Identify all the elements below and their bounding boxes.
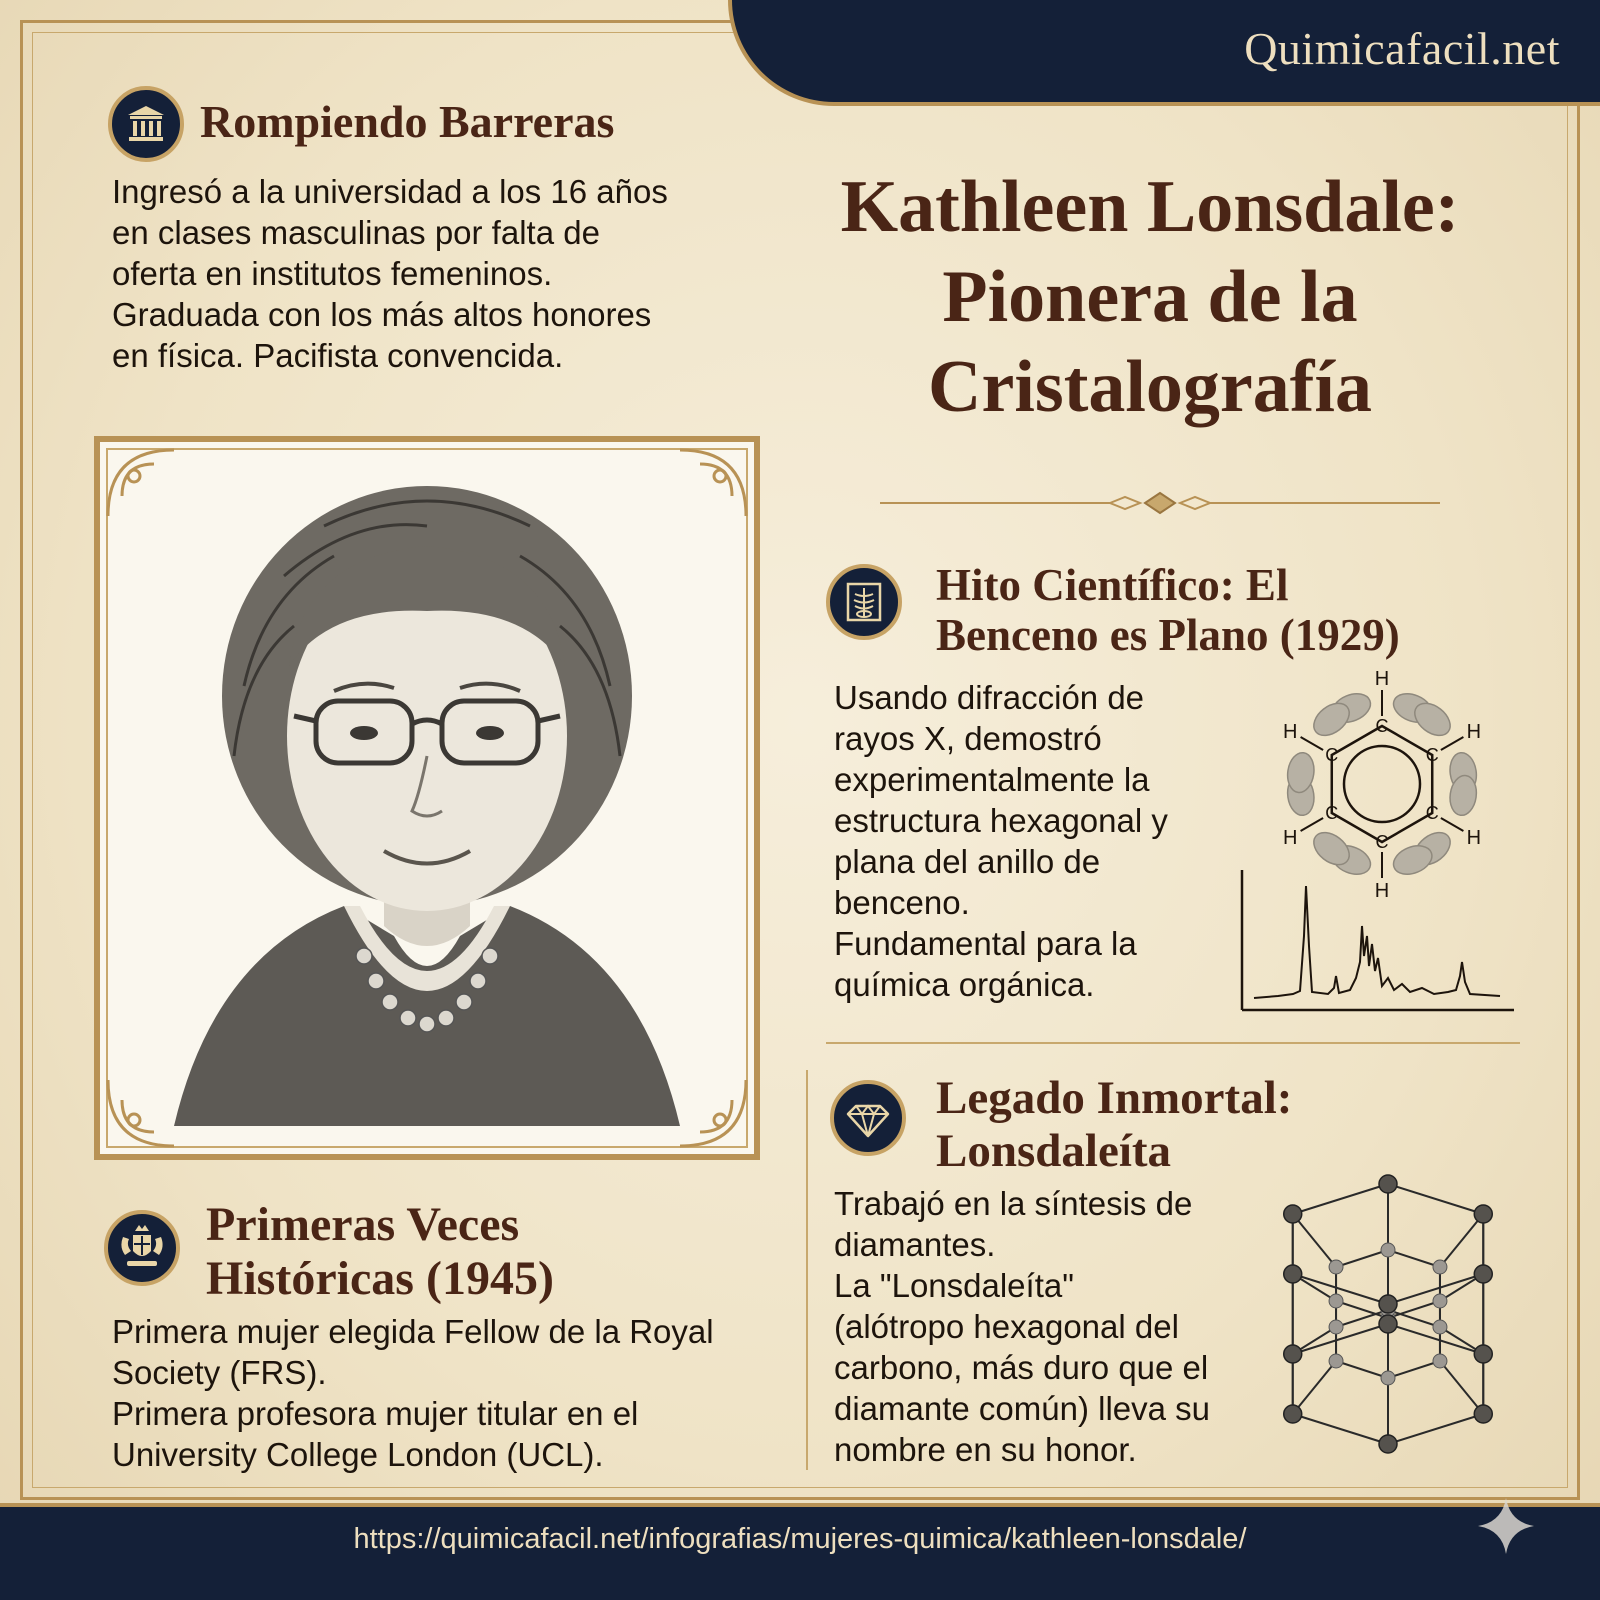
title-line-2: Pionera de la: [942, 256, 1358, 338]
milestone-line: Fundamental para la: [834, 925, 1137, 962]
barriers-line: Ingresó a la universidad a los 16 años: [112, 173, 668, 210]
title-line-3: Cristalografía: [928, 346, 1372, 428]
lattice-atom: [1474, 1205, 1492, 1223]
lattice-atom: [1379, 1175, 1397, 1193]
lattice-atom-inner: [1381, 1243, 1395, 1257]
institution-icon: [108, 86, 184, 162]
title-line-1: Kathleen Lonsdale:: [840, 166, 1460, 248]
aromatic-circle: [1344, 746, 1420, 822]
lattice-atom-inner: [1381, 1371, 1395, 1385]
firsts-line: Primera profesora mujer titular en el: [112, 1395, 639, 1432]
carbon-atom-label: C: [1425, 803, 1439, 823]
milestone-heading: [936, 560, 1400, 661]
lattice-bond: [1293, 1361, 1336, 1414]
hydrogen-atom-label: H: [1466, 827, 1482, 849]
firsts-heading-line-2: Históricas (1945): [206, 1251, 554, 1305]
legacy-heading-line-2: Lonsdaleíta: [936, 1124, 1172, 1177]
milestone-text: [834, 677, 1254, 1005]
lattice-bond: [1293, 1214, 1336, 1267]
milestone-line: Usando difracción de: [834, 679, 1145, 716]
section-divider: [826, 1042, 1520, 1044]
diamond-icon: [830, 1080, 906, 1156]
barriers-heading: Rompiendo Barreras: [200, 96, 615, 147]
lattice-bond: [1293, 1414, 1388, 1444]
milestone-line: rayos X, demostró: [834, 720, 1102, 757]
c-h-bond: [1441, 737, 1464, 750]
lattice-bond: [1336, 1250, 1388, 1267]
milestone-line: plana del anillo de: [834, 843, 1101, 880]
firsts-text: [112, 1311, 772, 1475]
firsts-heading: [206, 1198, 554, 1306]
hydrogen-atom-label: H: [1374, 668, 1390, 690]
lattice-bond: [1336, 1361, 1388, 1378]
hydrogen-atom-label: H: [1374, 880, 1390, 902]
lattice-atom-inner: [1433, 1294, 1447, 1308]
barriers-line: Graduada con los más altos honores: [112, 296, 652, 333]
firsts-line: University College London (UCL).: [112, 1436, 604, 1473]
site-name[interactable]: Quimicafacil.net: [1244, 23, 1560, 74]
hydrogen-atom-label: H: [1466, 721, 1482, 743]
royal-crest-icon: [104, 1210, 180, 1286]
lattice-atom: [1284, 1265, 1302, 1283]
c-h-bond: [1301, 737, 1324, 750]
legacy-text: [834, 1183, 1264, 1470]
lattice-atom: [1379, 1435, 1397, 1453]
lattice-bond: [1388, 1361, 1440, 1378]
legacy-heading: [936, 1072, 1292, 1177]
lattice-atom: [1474, 1265, 1492, 1283]
lattice-atom: [1474, 1345, 1492, 1363]
barriers-line: en física. Pacifista convencida.: [112, 337, 564, 374]
firsts-heading-line-1: Primeras Veces: [206, 1198, 520, 1251]
lattice-atom-inner: [1433, 1354, 1447, 1368]
legacy-heading-line-1: Legado Inmortal:: [936, 1072, 1293, 1124]
xray-diffraction-spectrum: [1238, 866, 1518, 1016]
lattice-atom: [1284, 1345, 1302, 1363]
legacy-line: La "Lonsdaleíta": [834, 1267, 1074, 1304]
legacy-line: Trabajó en la síntesis de: [834, 1185, 1193, 1222]
lattice-bond: [1440, 1361, 1483, 1414]
carbon-atom-label: C: [1325, 803, 1339, 823]
column-divider: [806, 1070, 808, 1470]
milestone-line: benceno.: [834, 884, 970, 921]
lattice-atom-inner: [1433, 1260, 1447, 1274]
lattice-atom-inner: [1329, 1260, 1343, 1274]
carbon-atom-label: C: [1375, 832, 1389, 852]
lattice-atom: [1379, 1315, 1397, 1333]
milestone-line: estructura hexagonal y: [834, 802, 1168, 839]
milestone-heading-line-1: Hito Científico: El: [936, 560, 1289, 610]
lattice-atom-inner: [1433, 1320, 1447, 1334]
legacy-line: (alótropo hexagonal del: [834, 1308, 1179, 1345]
lattice-bond: [1388, 1414, 1483, 1444]
legacy-line: nombre en su honor.: [834, 1431, 1137, 1468]
xray-icon: [826, 564, 902, 640]
portrait-illustration: [94, 436, 760, 1160]
lattice-bond: [1293, 1184, 1388, 1214]
lonsdaleite-crystal-lattice: [1258, 1174, 1518, 1454]
footer-url-link[interactable]: https://quimicafacil.net/infografias/mujeres-quimica/kathleen-lonsdale/: [353, 1523, 1247, 1555]
lattice-atom-inner: [1329, 1320, 1343, 1334]
barriers-line: oferta en institutos femeninos.: [112, 255, 553, 292]
lattice-bond: [1388, 1250, 1440, 1267]
legacy-line: diamante común) lleva su: [834, 1390, 1211, 1427]
barriers-line: en clases masculinas por falta de: [112, 214, 600, 251]
hydrogen-atom-label: H: [1282, 827, 1298, 849]
lattice-atom: [1474, 1405, 1492, 1423]
carbon-atom-label: C: [1425, 745, 1439, 765]
lattice-atom: [1284, 1405, 1302, 1423]
carbon-atom-label: C: [1325, 745, 1339, 765]
lattice-bond: [1388, 1184, 1483, 1214]
carbon-atom-label: C: [1375, 716, 1389, 736]
title-ornament-divider: [880, 488, 1440, 518]
legacy-line: diamantes.: [834, 1226, 996, 1263]
benzene-hexagon: [1332, 726, 1432, 842]
lattice-atom: [1284, 1205, 1302, 1223]
milestone-line: química orgánica.: [834, 966, 1095, 1003]
lattice-bond: [1440, 1214, 1483, 1267]
legacy-line: carbono, más duro que el: [834, 1349, 1209, 1386]
milestone-line: experimentalmente la: [834, 761, 1150, 798]
lattice-atom-inner: [1329, 1354, 1343, 1368]
milestone-heading-line-2: Benceno es Plano (1929): [936, 610, 1400, 661]
c-h-bond: [1441, 818, 1464, 831]
firsts-line: Primera mujer elegida Fellow de la Royal: [112, 1313, 714, 1350]
hydrogen-atom-label: H: [1282, 721, 1298, 743]
lattice-atom-inner: [1329, 1294, 1343, 1308]
page-title: [760, 162, 1540, 432]
firsts-line: Society (FRS).: [112, 1354, 327, 1391]
c-h-bond: [1301, 818, 1324, 831]
barriers-text: [112, 171, 732, 376]
lattice-atom: [1379, 1295, 1397, 1313]
sparkle-icon: [1476, 1496, 1536, 1556]
